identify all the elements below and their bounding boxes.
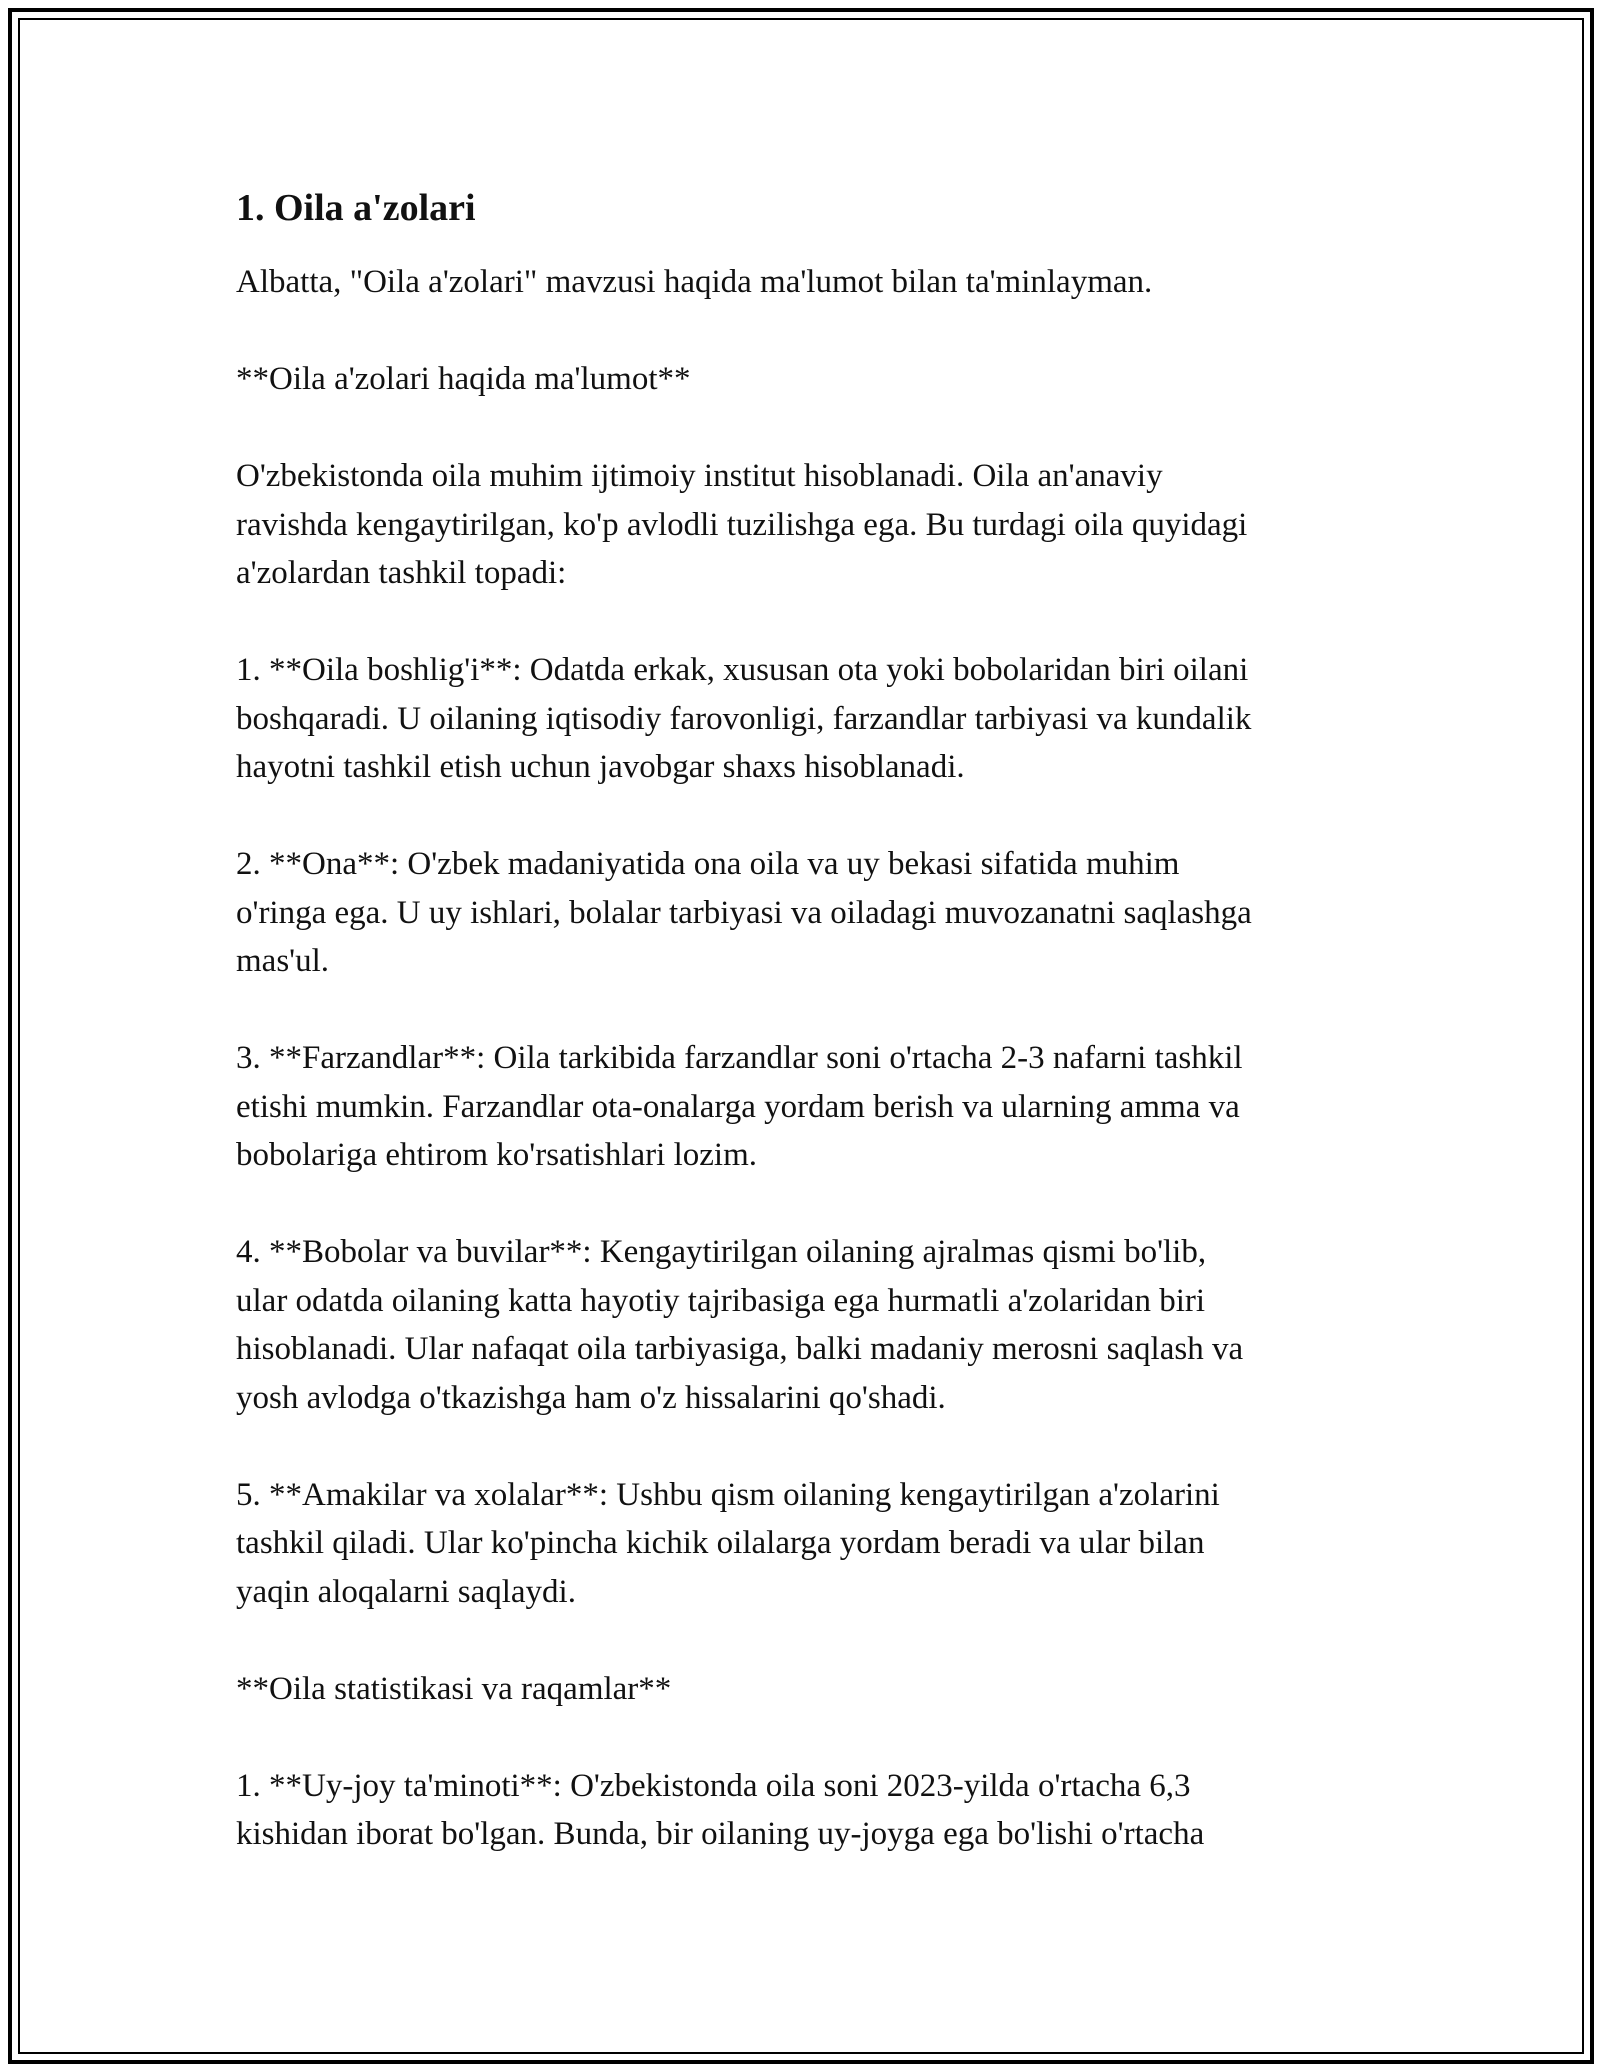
text-line: **Oila statistikasi va raqamlar** <box>236 1670 672 1707</box>
text-line: 4. **Bobolar va buvilar**: Kengaytirilgan oilaning ajralmas qismi bo'lib, <box>236 1234 1207 1270</box>
text-line: 1. **Oila boshlig'i**: Odatda erkak, xususan ota yoki bobolaridan biri oilani <box>236 652 1249 688</box>
paragraph-overview <box>236 452 1396 598</box>
text-line: boshqaradi. U oilaning iqtisodiy farovonligi, farzandlar tarbiyasi va kundalik <box>236 700 1252 737</box>
text-line: mas'ul. <box>236 943 330 979</box>
text-line: etishi mumkin. Farzandlar ota-onalarga yordam berish va ularning amma va <box>236 1088 1240 1125</box>
section-heading: 1. Oila a'zolari <box>236 187 476 229</box>
text-line: 2. **Ona**: O'zbek madaniyatida ona oila va uy bekasi sifatida muhim <box>236 846 1180 882</box>
paragraph-item-2 <box>236 840 1396 986</box>
paragraph-subheading-stats <box>236 1665 1396 1714</box>
text-line: hisoblanadi. Ular nafaqat oila tarbiyasiga, balki madaniy merosni saqlash va <box>236 1331 1244 1367</box>
text-line: ravishda kengaytirilgan, ko'p avlodli tuzilishga ega. Bu turdagi oila quyidagi <box>236 506 1248 543</box>
paragraph-stats-item-1 <box>236 1762 1396 1859</box>
document-body <box>236 184 1396 1907</box>
text-line: kishidan iborat bo'lgan. Bunda, bir oilaning uy-joyga ega bo'lishi o'rtacha <box>236 1816 1205 1852</box>
text-line: yaqin aloqalarni saqlaydi. <box>236 1573 576 1610</box>
text-line: a'zolardan tashkil topadi: <box>236 555 567 591</box>
paragraph-item-3 <box>236 1034 1396 1180</box>
text-line: ular odatda oilaning katta hayotiy tajribasiga ega hurmatli a'zolaridan biri <box>236 1282 1206 1319</box>
text-line: tashkil qiladi. Ular ko'pincha kichik oilalarga yordam beradi va ular bilan <box>236 1525 1205 1561</box>
paragraph-subheading-info <box>236 355 1396 404</box>
text-line: yosh avlodga o'tkazishga ham o'z hissalarini qo'shadi. <box>236 1379 946 1416</box>
text-line: Albatta, "Oila a'zolari" mavzusi haqida ma'lumot bilan ta'minlayman. <box>236 264 1153 300</box>
text-line: 3. **Farzandlar**: Oila tarkibida farzandlar soni o'rtacha 2-3 nafarni tashkil <box>236 1040 1243 1076</box>
paragraph-item-5 <box>236 1471 1396 1617</box>
paragraph-intro <box>236 258 1396 307</box>
text-line: bobolariga ehtirom ko'rsatishlari lozim. <box>236 1137 757 1173</box>
text-line: 1. **Uy-joy ta'minoti**: O'zbekistonda oila soni 2023-yilda o'rtacha 6,3 <box>236 1767 1191 1804</box>
text-line: 5. **Amakilar va xolalar**: Ushbu qism oilaning kengaytirilgan a'zolarini <box>236 1476 1220 1513</box>
paragraph-item-1 <box>236 646 1396 792</box>
text-line: hayotni tashkil etish uchun javobgar shaxs hisoblanadi. <box>236 749 965 785</box>
paragraph-item-4 <box>236 1228 1396 1422</box>
text-line: o'ringa ega. U uy ishlari, bolalar tarbiyasi va oiladagi muvozanatni saqlashga <box>236 894 1252 931</box>
text-line: O'zbekistonda oila muhim ijtimoiy institut hisoblanadi. Oila an'anaviy <box>236 458 1163 494</box>
text-line: **Oila a'zolari haqida ma'lumot** <box>236 361 691 397</box>
